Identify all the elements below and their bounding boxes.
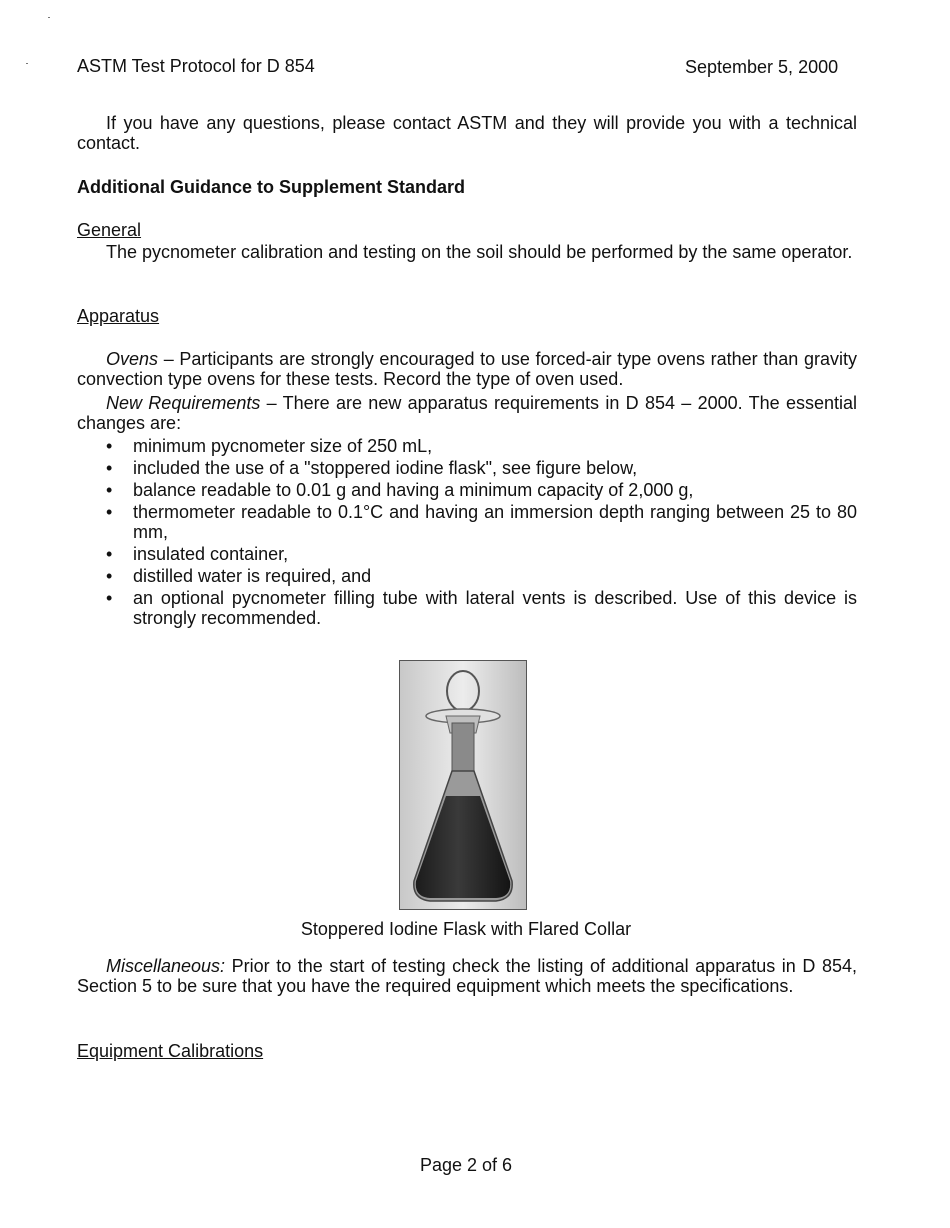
intro-paragraph: If you have any questions, please contact ASTM and they will provide you with a technical contact.	[77, 113, 857, 153]
header-title: ASTM Test Protocol for D 854	[77, 56, 315, 76]
requirements-list	[77, 436, 857, 630]
list-item	[77, 458, 857, 478]
bullet-icon: •	[106, 436, 113, 456]
scan-speck	[26, 63, 28, 64]
list-item-text: balance readable to 0.01 g and having a minimum capacity of 2,000 g,	[133, 480, 694, 500]
list-item-text: insulated container,	[133, 544, 289, 564]
bullet-icon: •	[106, 588, 113, 608]
bullet-icon: •	[106, 480, 113, 500]
scan-speck	[48, 17, 50, 18]
apparatus-heading: Apparatus	[77, 306, 160, 326]
bullet-icon: •	[106, 502, 113, 522]
general-heading: General	[77, 220, 142, 240]
page-number: Page 2 of 6	[419, 1155, 513, 1175]
list-item	[77, 502, 857, 542]
ovens-label: Ovens	[106, 349, 159, 369]
list-item	[77, 436, 857, 456]
ovens-text: – Participants are strongly encouraged to use forced-air type ovens rather than gravity convection type ovens for these tests. Record the type of oven used.	[77, 349, 857, 389]
guidance-heading: Additional Guidance to Supplement Standard	[77, 177, 466, 197]
list-item	[77, 566, 857, 586]
list-item	[77, 588, 857, 628]
list-item-text: included the use of a "stoppered iodine flask", see figure below,	[133, 458, 638, 478]
iodine-flask-photo	[399, 660, 527, 910]
list-item-text: minimum pycnometer size of 250 mL,	[133, 436, 433, 456]
flask-neck	[452, 723, 474, 773]
figure-caption: Stoppered Iodine Flask with Flared Collar	[300, 919, 632, 939]
miscellaneous-paragraph	[77, 956, 857, 996]
bullet-icon: •	[106, 458, 113, 478]
bullet-icon: •	[106, 566, 113, 586]
list-item-text: distilled water is required, and	[133, 566, 372, 586]
miscellaneous-text: Prior to the start of testing check the listing of additional apparatus in D 854, Section 5 to be sure that you have the required equipment which meets the specifications.	[77, 956, 857, 996]
bullet-icon: •	[106, 544, 113, 564]
new-requirements-label: New Requirements	[106, 393, 261, 413]
list-item-text: thermometer readable to 0.1°C and having an immersion depth ranging between 25 to 80 mm,	[133, 502, 857, 542]
new-requirements-text: – There are new apparatus requirements in D 854 – 2000. The essential changes are:	[77, 393, 857, 433]
flask-illustration	[400, 661, 526, 909]
ovens-paragraph	[77, 349, 857, 389]
equipment-calibrations-heading: Equipment Calibrations	[77, 1041, 264, 1061]
new-requirements-paragraph	[77, 393, 857, 433]
list-item-text: an optional pycnometer filling tube with lateral vents is described. Use of this device is strongly recommended.	[133, 588, 857, 628]
list-item	[77, 480, 857, 500]
miscellaneous-label: Miscellaneous:	[106, 956, 226, 976]
header-date: September 5, 2000	[685, 57, 839, 77]
list-item	[77, 544, 857, 564]
general-paragraph: The pycnometer calibration and testing on the soil should be performed by the same operator.	[106, 242, 853, 262]
